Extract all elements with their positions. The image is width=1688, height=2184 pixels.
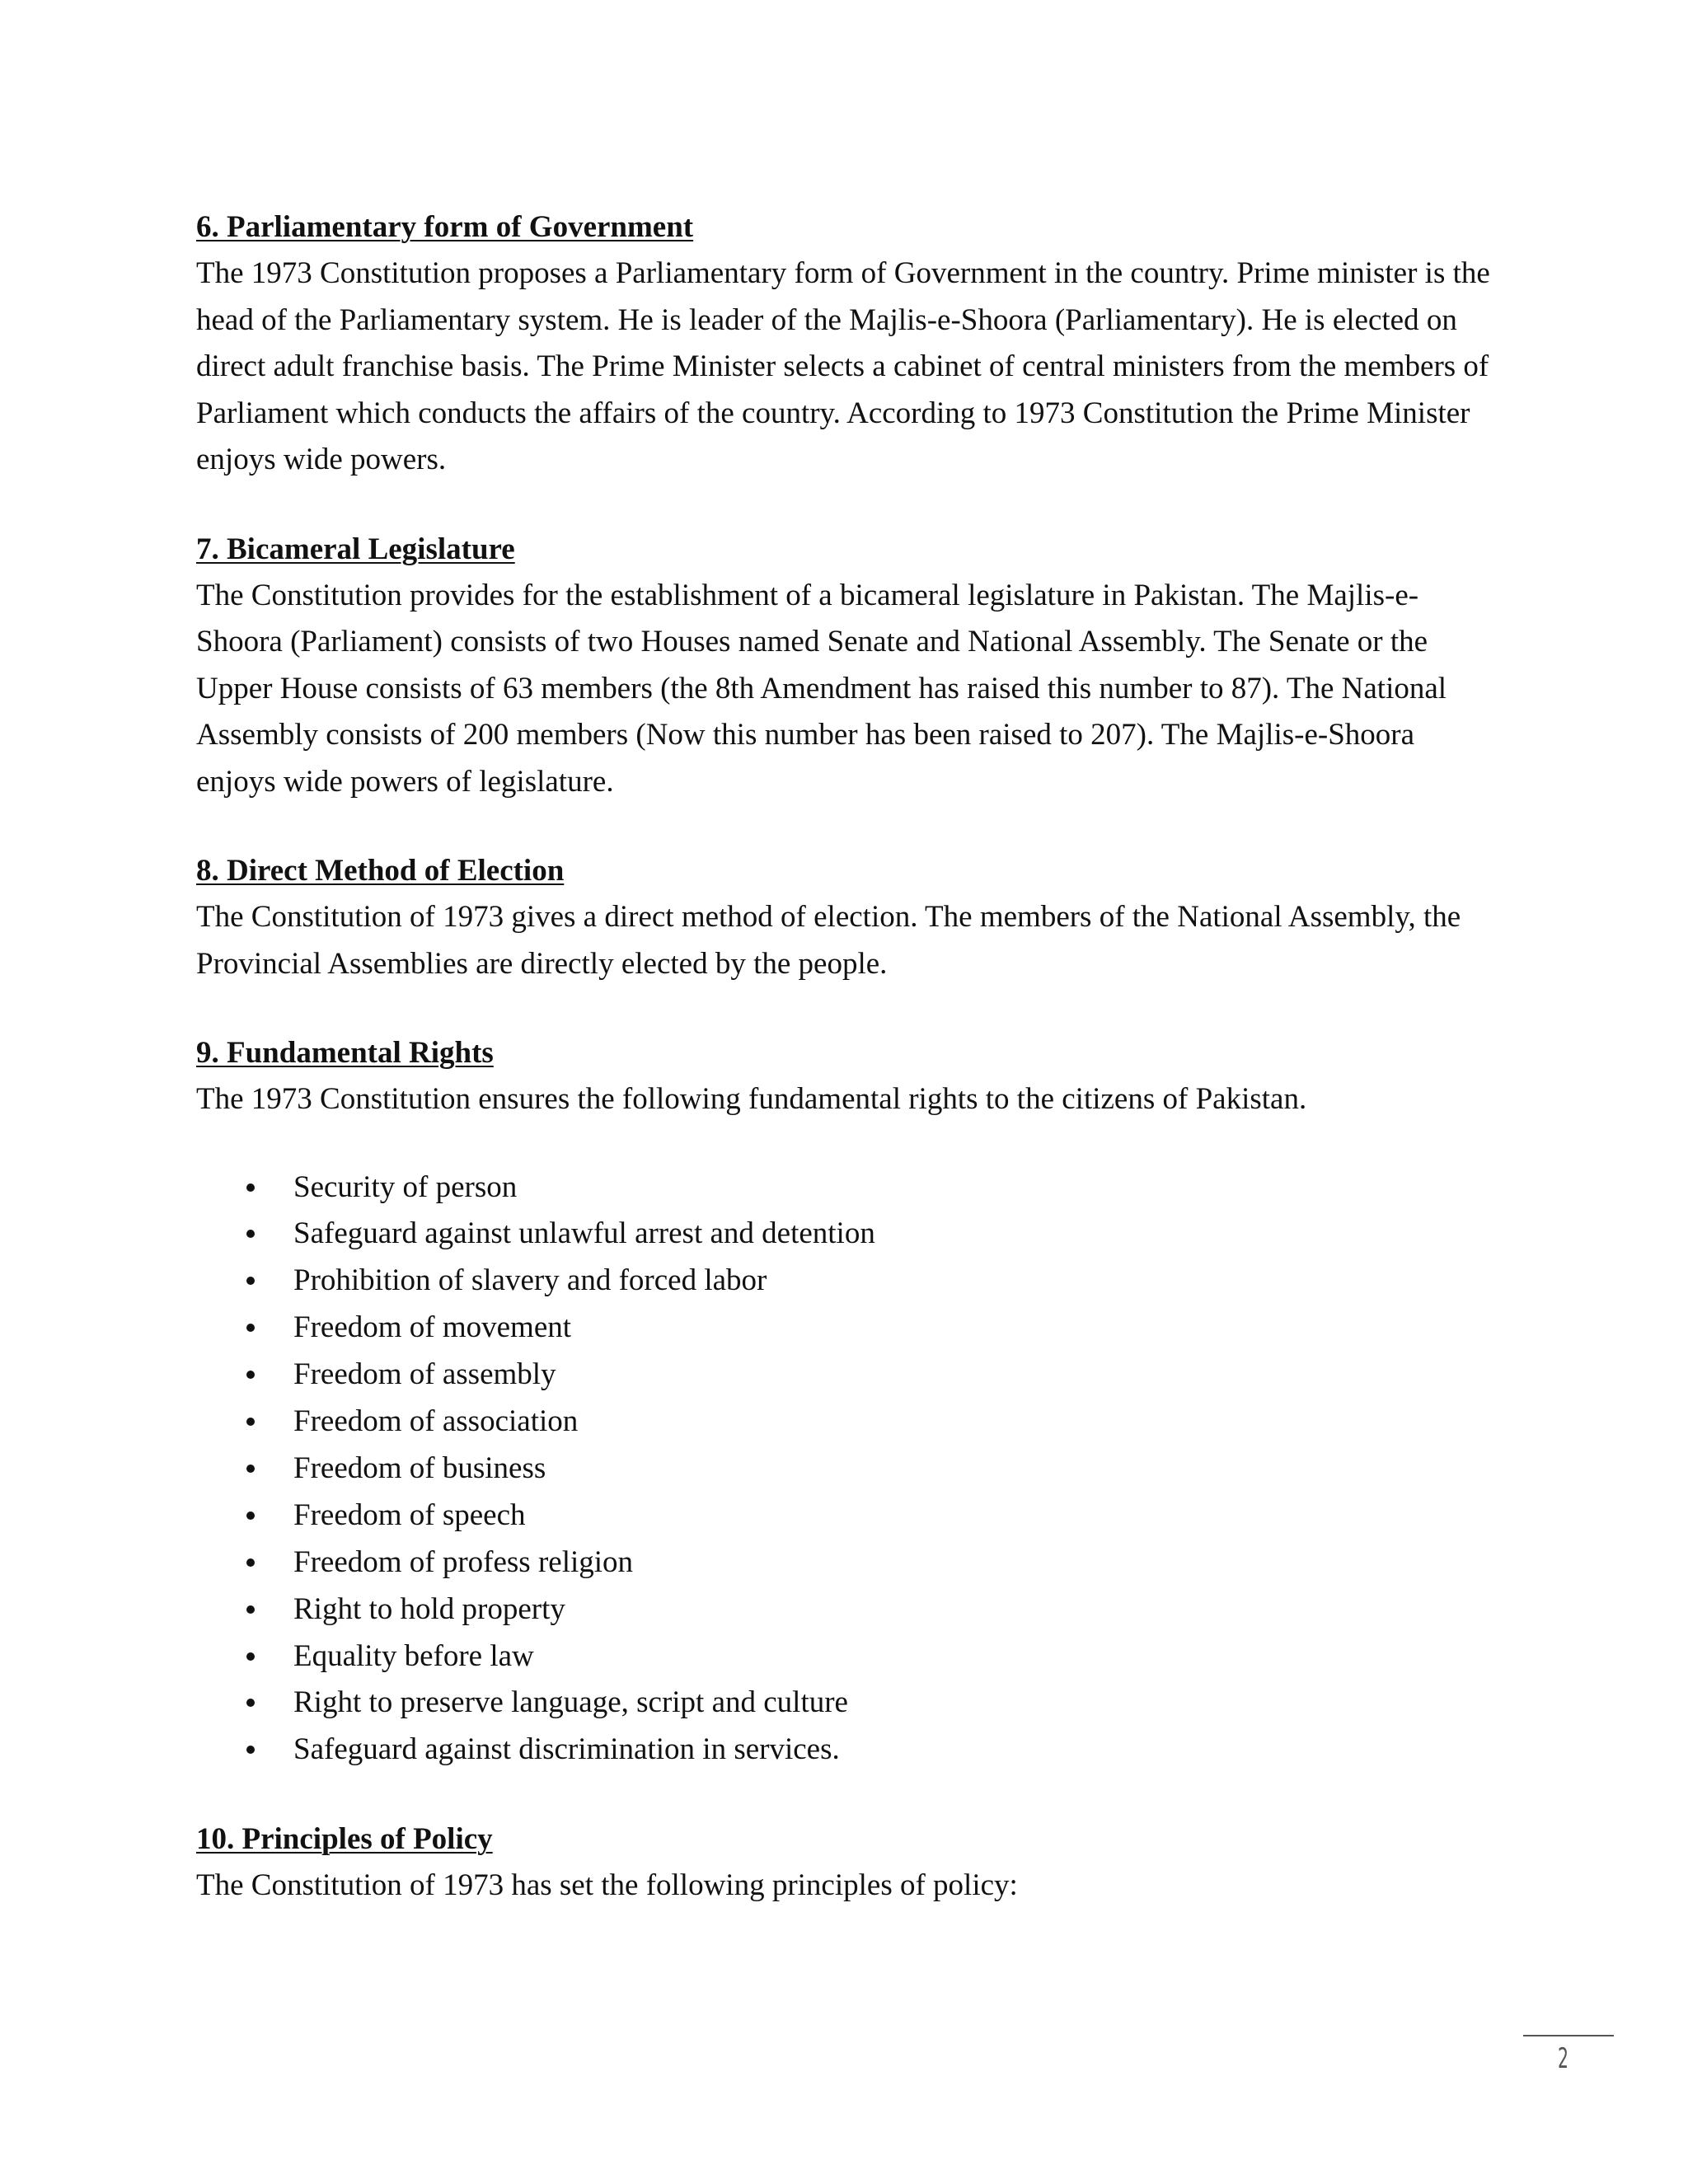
section-paragraph: The Constitution provides for the establishment of a bicameral legislature in Pakistan. The Majlis-e-Shoora (Parliament) consists of two Houses named Senate and National Assembly. The Senate or the Upper House consists of 63 members (the 8th Amendment has raised this number to 87). The National Assembly consists of 200 members (Now this number has been raised to 207). The Majlis-e-Shoora enjoys wide powers of legislature. bbox=[196, 578, 1447, 799]
section-principles-of-policy bbox=[196, 1816, 1498, 1910]
list-item-text: Right to hold property bbox=[293, 1591, 565, 1626]
section-heading: 9. Fundamental Rights bbox=[196, 1036, 494, 1070]
list-item-text: Prohibition of slavery and forced labor bbox=[293, 1263, 767, 1298]
list-item bbox=[196, 1633, 1498, 1680]
list-item-text: Safeguard against discrimination in services. bbox=[293, 1732, 840, 1767]
bullet-icon bbox=[246, 1558, 255, 1567]
list-item-text: Freedom of assembly bbox=[293, 1357, 556, 1392]
section-paragraph: The Constitution of 1973 gives a direct method of election. The members of the National Assembly, the Provincial Assemblies are directly elected by the people. bbox=[196, 900, 1461, 981]
document-page bbox=[196, 204, 1498, 1952]
bullet-icon bbox=[246, 1699, 255, 1707]
list-item-text: Safeguard against unlawful arrest and detention bbox=[293, 1216, 875, 1251]
bullet-icon bbox=[246, 1371, 255, 1379]
list-item bbox=[196, 1680, 1498, 1727]
bullet-icon bbox=[246, 1324, 255, 1332]
list-item bbox=[196, 1493, 1498, 1540]
list-item bbox=[196, 1352, 1498, 1399]
list-item bbox=[196, 1446, 1498, 1493]
section-bicameral-legislature bbox=[196, 527, 1498, 806]
footer-divider bbox=[1523, 2035, 1614, 2036]
list-item bbox=[196, 1540, 1498, 1586]
bullet-icon bbox=[246, 1183, 255, 1192]
list-item bbox=[196, 1258, 1498, 1305]
bullet-icon bbox=[246, 1746, 255, 1754]
bullet-icon bbox=[246, 1511, 255, 1520]
section-fundamental-rights bbox=[196, 1030, 1498, 1774]
bullet-icon bbox=[246, 1277, 255, 1285]
list-item-text: Freedom of association bbox=[293, 1404, 579, 1439]
section-parliamentary-government bbox=[196, 204, 1498, 484]
section-heading: 8. Direct Method of Election bbox=[196, 854, 565, 888]
section-heading: 10. Principles of Policy bbox=[196, 1822, 493, 1857]
bullet-icon bbox=[246, 1465, 255, 1473]
list-item bbox=[196, 1165, 1498, 1212]
bullet-icon bbox=[246, 1605, 255, 1614]
section-paragraph: The Constitution of 1973 has set the following principles of policy: bbox=[196, 1868, 1018, 1903]
page-number: 2 bbox=[1558, 2042, 1568, 2075]
list-item-text: Freedom of profess religion bbox=[293, 1544, 634, 1579]
list-item-text: Equality before law bbox=[293, 1638, 534, 1673]
list-item bbox=[196, 1305, 1498, 1352]
list-item bbox=[196, 1399, 1498, 1446]
list-item bbox=[196, 1586, 1498, 1633]
bullet-icon bbox=[246, 1652, 255, 1661]
list-item-text: Right to preserve language, script and culture bbox=[293, 1685, 848, 1720]
bullet-icon bbox=[246, 1418, 255, 1426]
section-paragraph: The 1973 Constitution proposes a Parliamentary form of Government in the country. Prime minister is the head of the Parliamentary system. He is leader of the Majlis-e-Shoora (Parliamentary). He is elected on direct adult franchise basis. The Prime Minister selects a cabinet of central ministers from the members of Parliament which conducts the affairs of the country. According to 1973 Constitution the Prime Minister enjoys wide powers. bbox=[196, 256, 1490, 476]
list-item-text: Freedom of movement bbox=[293, 1310, 572, 1345]
section-paragraph: The 1973 Constitution ensures the following fundamental rights to the citizens of Pakistan. bbox=[196, 1082, 1307, 1116]
list-item bbox=[196, 1727, 1498, 1774]
section-direct-election bbox=[196, 848, 1498, 987]
rights-list bbox=[196, 1165, 1498, 1774]
list-item bbox=[196, 1211, 1498, 1258]
list-item-text: Freedom of speech bbox=[293, 1497, 526, 1532]
list-item-text: Security of person bbox=[293, 1169, 518, 1204]
list-item-text: Freedom of business bbox=[293, 1451, 546, 1485]
section-heading: 6. Parliamentary form of Government bbox=[196, 210, 694, 244]
section-heading: 7. Bicameral Legislature bbox=[196, 532, 515, 566]
bullet-icon bbox=[246, 1230, 255, 1238]
